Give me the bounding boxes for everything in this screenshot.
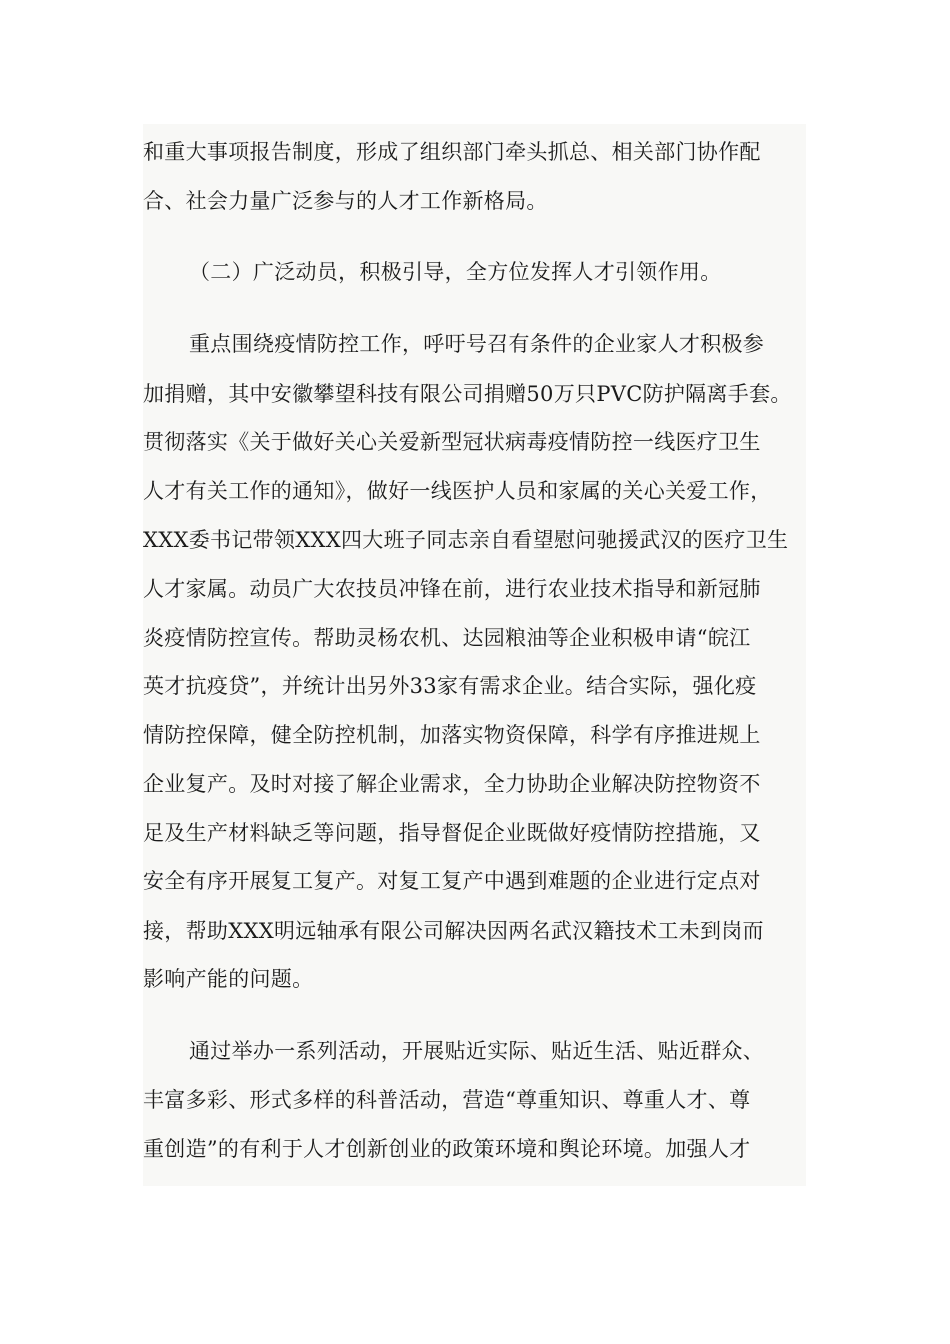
paragraph-1-line-2: 合、社会力量广泛参与的人才工作新格局。: [143, 189, 548, 213]
paragraph-2-line-10: 企业复产。及时对接了解企业需求，全力协助企业解决防控物资不: [143, 772, 761, 796]
paragraph-2-line-5: XXX委书记带领XXX四大班子同志亲自看望慰问驰援武汉的医疗卫生: [143, 528, 789, 552]
paragraph-3-line-3: 重创造”的有利于人才创新创业的政策环境和舆论环境。加强人才: [143, 1137, 751, 1161]
paragraph-2-line-4: 人才有关工作的通知》，做好一线医护人员和家属的关心关爱工作，: [143, 479, 772, 503]
paragraph-2-line-8: 英才抗疫贷”，并统计出另外33家有需求企业。结合实际，强化疫: [143, 674, 757, 698]
paragraph-2-line-11: 足及生产材料缺乏等问题，指导督促企业既做好疫情防控措施，又: [143, 821, 761, 845]
paragraph-2-line-14: 影响产能的问题。: [143, 967, 314, 991]
paragraph-2-line-7: 炎疫情防控宣传。帮助灵杨农机、达园粮油等企业积极申请“皖江: [143, 626, 751, 650]
paragraph-2-line-13: 接，帮助XXX明远轴承有限公司解决因两名武汉籍技术工未到岗而: [143, 919, 764, 943]
paragraph-1-line-1: 和重大事项报告制度，形成了组织部门牵头抓总、相关部门协作配: [143, 140, 761, 164]
paragraph-2-line-12: 安全有序开展复工复产。对复工复产中遇到难题的企业进行定点对: [143, 869, 761, 893]
paragraph-2-line-1: 重点围绕疫情防控工作，呼吁号召有条件的企业家人才积极参: [189, 332, 765, 356]
paragraph-2-line-3: 贯彻落实《关于做好关心关爱新型冠状病毒疫情防控一线医疗卫生: [143, 430, 761, 454]
section-heading: （二）广泛动员，积极引导，全方位发挥人才引领作用。: [189, 260, 722, 284]
paragraph-2-line-6: 人才家属。动员广大农技员冲锋在前，进行农业技术指导和新冠肺: [143, 577, 761, 601]
paragraph-2-line-9: 情防控保障，健全防控机制，加落实物资保障，科学有序推进规上: [143, 723, 761, 747]
paragraph-3-line-2: 丰富多彩、形式多样的科普活动，营造“尊重知识、尊重人才、尊: [143, 1088, 751, 1112]
paragraph-2-line-2: 加捐赠，其中安徽攀望科技有限公司捐赠50万只PVC防护隔离手套。: [143, 382, 792, 406]
text-body: [143, 124, 806, 1186]
paragraph-3-line-1: 通过举办一系列活动，开展贴近实际、贴近生活、贴近群众、: [189, 1039, 765, 1063]
